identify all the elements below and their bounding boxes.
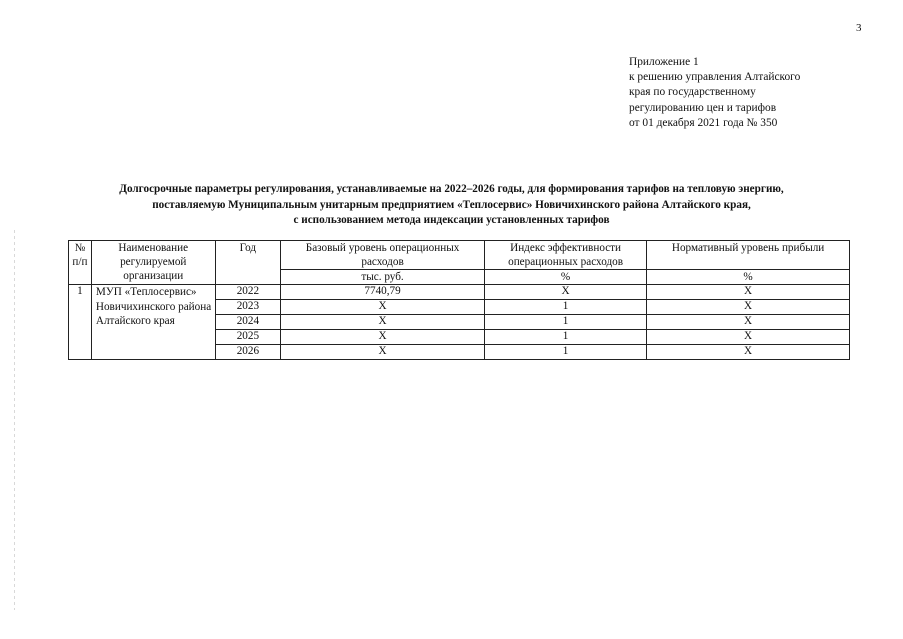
base-opex-cell: X (281, 315, 485, 330)
unit-profit-level: % (647, 270, 850, 285)
efficiency-index-cell: 1 (484, 315, 646, 330)
base-opex-cell: X (281, 345, 485, 360)
appendix-line: регулированию цен и тарифов (629, 101, 777, 114)
efficiency-index-cell: 1 (484, 345, 646, 360)
profit-level-cell: X (647, 285, 850, 300)
title-line: поставляемую Муниципальным унитарным предприятием «Теплосервис» Новичихинского района Алтайского края, (152, 198, 751, 211)
header-organization: Наименование регулируемой организации (91, 241, 215, 285)
row-number-cell: 1 (69, 285, 92, 360)
efficiency-index-cell: 1 (484, 330, 646, 345)
appendix-note (629, 55, 869, 131)
appendix-line: от 01 декабря 2021 года № 350 (629, 116, 778, 129)
year-cell: 2025 (215, 330, 281, 345)
header-base-opex: Базовый уровень операционных расходов (281, 241, 485, 270)
base-opex-cell: 7740,79 (281, 285, 485, 300)
title-line: с использованием метода индексации установленных тарифов (293, 214, 610, 226)
efficiency-index-cell: X (484, 285, 646, 300)
organization-name-cell: МУП «Теплосервис» Новичихинского района Алтайского края (91, 285, 215, 360)
document-title (60, 182, 843, 229)
year-cell: 2026 (215, 345, 281, 360)
profit-level-cell: X (647, 330, 850, 345)
profit-level-cell: X (647, 345, 850, 360)
header-profit-level: Нормативный уровень прибыли (647, 241, 850, 270)
parameters-table (68, 240, 850, 360)
profit-level-cell: X (647, 315, 850, 330)
appendix-line: к решению управления Алтайского (629, 71, 801, 84)
year-cell: 2022 (215, 285, 281, 300)
year-cell: 2023 (215, 300, 281, 315)
appendix-line: Приложение 1 (629, 56, 699, 68)
appendix-line: края по государственному (629, 86, 756, 99)
title-line: Долгосрочные параметры регулирования, устанавливаемые на 2022–2026 годы, для формирования тарифов на тепловую энергию, (119, 183, 784, 195)
table-row (69, 285, 850, 300)
header-year: Год (215, 241, 281, 285)
profit-level-cell: X (647, 300, 850, 315)
year-cell: 2024 (215, 315, 281, 330)
efficiency-index-cell: 1 (484, 300, 646, 315)
unit-efficiency-index: % (484, 270, 646, 285)
unit-base-opex: тыс. руб. (281, 270, 485, 285)
base-opex-cell: X (281, 300, 485, 315)
base-opex-cell: X (281, 330, 485, 345)
scan-margin-line (14, 230, 15, 610)
header-num: № п/п (69, 241, 92, 285)
page-number: 3 (856, 22, 862, 34)
header-efficiency-index: Индекс эффективности операционных расходов (484, 241, 646, 270)
